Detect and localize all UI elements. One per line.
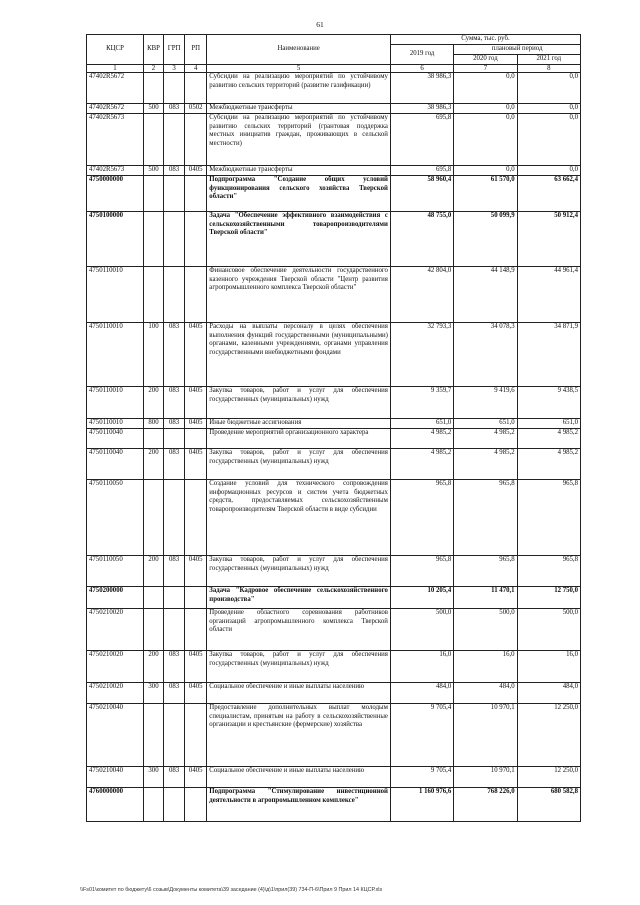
- row-amount-2021: 484,0: [517, 683, 580, 704]
- row-code: 4750210020: [87, 651, 144, 683]
- row-kvr: [143, 480, 163, 556]
- table-body: [87, 73, 581, 822]
- header-rp: РП: [185, 35, 207, 65]
- row-amount-2019: 9 705,4: [390, 704, 453, 767]
- row-amount-2020: 768 226,0: [454, 788, 517, 822]
- row-code: 47402R5673: [87, 166, 144, 176]
- row-rp: 0405: [185, 651, 207, 683]
- column-index: 2: [143, 65, 163, 73]
- row-rp: 0405: [185, 556, 207, 587]
- row-amount-2021: 0,0: [517, 166, 580, 176]
- table-row: [87, 683, 581, 704]
- row-kvr: [143, 609, 163, 651]
- row-code: 4750110040: [87, 429, 144, 449]
- row-grp: [164, 429, 185, 449]
- row-amount-2019: 48 755,0: [390, 212, 453, 267]
- row-code: 4750210040: [87, 704, 144, 767]
- row-rp: [185, 114, 207, 166]
- row-name: Подпрограмма "Стимулирование инвестиционной деятельности в агропромышленном комплексе": [207, 788, 391, 822]
- row-grp: 083: [164, 419, 185, 429]
- row-amount-2020: 10 970,1: [454, 704, 517, 767]
- table-row: [87, 449, 581, 480]
- row-amount-2019: 500,0: [390, 609, 453, 651]
- row-amount-2019: 695,8: [390, 114, 453, 166]
- row-grp: 083: [164, 651, 185, 683]
- row-name: Закупка товаров, работ и услуг для обеспечения государственных (муниципальных) нужд: [207, 651, 391, 683]
- header-2019: 2019 год: [390, 45, 453, 65]
- row-kvr: 100: [143, 323, 163, 387]
- row-amount-2020: 965,8: [454, 480, 517, 556]
- row-kvr: [143, 212, 163, 267]
- row-amount-2019: 695,8: [390, 166, 453, 176]
- row-name: Проведение областного соревнования работников организаций агропромышленного комплекса Тверской области: [207, 609, 391, 651]
- row-name: Субсидии на реализацию мероприятий по устойчивому развитию сельских территорий (развитие газификации): [207, 73, 391, 104]
- page-number: 61: [316, 20, 324, 29]
- row-kvr: 200: [143, 651, 163, 683]
- row-grp: [164, 73, 185, 104]
- row-amount-2021: 44 961,4: [517, 267, 580, 323]
- row-amount-2020: 965,8: [454, 556, 517, 587]
- column-index-row: [87, 65, 581, 73]
- row-rp: 0405: [185, 323, 207, 387]
- table-row: [87, 419, 581, 429]
- row-amount-2019: 38 986,3: [390, 73, 453, 104]
- row-kvr: [143, 114, 163, 166]
- row-amount-2021: 9 438,5: [517, 387, 580, 419]
- row-amount-2019: 58 960,4: [390, 176, 453, 212]
- row-rp: [185, 73, 207, 104]
- row-amount-2021: 4 985,2: [517, 449, 580, 480]
- row-kvr: [143, 267, 163, 323]
- row-kvr: 500: [143, 166, 163, 176]
- row-kvr: 800: [143, 419, 163, 429]
- row-grp: [164, 212, 185, 267]
- row-name: Расходы на выплаты персоналу в целях обеспечения выполнения функций государственными (муниципальными) органами, казенными учреждениями, органами управления государственными внебюджетными фондами: [207, 323, 391, 387]
- row-name: Межбюджетные трансферты: [207, 166, 391, 176]
- row-code: 4750110050: [87, 556, 144, 587]
- row-amount-2021: 680 582,8: [517, 788, 580, 822]
- row-grp: 083: [164, 166, 185, 176]
- row-amount-2020: 0,0: [454, 73, 517, 104]
- row-amount-2021: 34 871,9: [517, 323, 580, 387]
- row-amount-2020: 651,0: [454, 419, 517, 429]
- row-code: 4750000000: [87, 176, 144, 212]
- row-amount-2020: 500,0: [454, 609, 517, 651]
- row-amount-2019: 42 804,0: [390, 267, 453, 323]
- row-grp: [164, 788, 185, 822]
- row-code: 47402R5672: [87, 73, 144, 104]
- row-grp: [164, 176, 185, 212]
- row-name: Субсидии на реализацию мероприятий по устойчивому развитию сельских территорий (грантовая поддержка местных инициатив граждан, проживающих в сельской местности): [207, 114, 391, 166]
- row-code: 4750210020: [87, 683, 144, 704]
- row-name: Задача "Кадровое обеспечение сельскохозяйственного производства": [207, 587, 391, 609]
- row-rp: 0502: [185, 104, 207, 114]
- row-amount-2019: 651,0: [390, 419, 453, 429]
- row-rp: [185, 429, 207, 449]
- footer-file-path: \\Fs01\комитет по бюджету\6 созыв\Документы комитета\39 заседание (4)\д\1\прил(39) 734-П-6\Прил 9 Прил 14 КЦСР.xls: [80, 887, 383, 893]
- row-rp: 0405: [185, 767, 207, 788]
- row-amount-2019: 38 986,3: [390, 104, 453, 114]
- row-code: 4750200000: [87, 587, 144, 609]
- row-kvr: [143, 176, 163, 212]
- row-amount-2019: 965,8: [390, 556, 453, 587]
- row-name: Социальное обеспечение и иные выплаты населению: [207, 767, 391, 788]
- row-amount-2020: 34 078,3: [454, 323, 517, 387]
- table-row: [87, 166, 581, 176]
- table-row: [87, 104, 581, 114]
- row-amount-2019: 9 705,4: [390, 767, 453, 788]
- table-header: [87, 35, 581, 73]
- row-rp: [185, 480, 207, 556]
- row-name: Закупка товаров, работ и услуг для обеспечения государственных (муниципальных) нужд: [207, 556, 391, 587]
- row-grp: [164, 609, 185, 651]
- row-rp: [185, 267, 207, 323]
- row-amount-2021: 16,0: [517, 651, 580, 683]
- row-kvr: [143, 704, 163, 767]
- table-row: [87, 767, 581, 788]
- row-grp: [164, 267, 185, 323]
- column-index: 4: [185, 65, 207, 73]
- row-code: 4750110010: [87, 419, 144, 429]
- row-rp: 0405: [185, 419, 207, 429]
- row-amount-2019: 1 160 976,6: [390, 788, 453, 822]
- table-row: [87, 429, 581, 449]
- row-grp: 083: [164, 387, 185, 419]
- row-code: 4750110040: [87, 449, 144, 480]
- row-amount-2020: 16,0: [454, 651, 517, 683]
- row-amount-2021: 0,0: [517, 73, 580, 104]
- row-amount-2021: 651,0: [517, 419, 580, 429]
- row-code: 47402R5672: [87, 104, 144, 114]
- row-amount-2019: 965,8: [390, 480, 453, 556]
- row-amount-2019: 4 985,2: [390, 449, 453, 480]
- row-rp: 0405: [185, 166, 207, 176]
- header-code: КЦСР: [87, 35, 144, 65]
- header-grp: ГРП: [164, 35, 185, 65]
- budget-table: [86, 34, 581, 822]
- row-amount-2020: 9 419,6: [454, 387, 517, 419]
- row-name: Проведение мероприятий организационного характера: [207, 429, 391, 449]
- row-code: 4750110010: [87, 267, 144, 323]
- table-row: [87, 114, 581, 166]
- row-rp: [185, 704, 207, 767]
- header-2021: 2021 год: [517, 55, 580, 65]
- row-amount-2021: 12 250,0: [517, 767, 580, 788]
- table-row: [87, 651, 581, 683]
- table-row: [87, 267, 581, 323]
- row-amount-2021: 50 912,4: [517, 212, 580, 267]
- row-rp: [185, 788, 207, 822]
- column-index: 6: [390, 65, 453, 73]
- row-grp: [164, 114, 185, 166]
- row-amount-2021: 4 985,2: [517, 429, 580, 449]
- row-kvr: [143, 587, 163, 609]
- row-name: Закупка товаров, работ и услуг для обеспечения государственных (муниципальных) нужд: [207, 387, 391, 419]
- row-amount-2020: 0,0: [454, 114, 517, 166]
- row-amount-2021: 965,8: [517, 480, 580, 556]
- row-rp: [185, 609, 207, 651]
- row-amount-2021: 0,0: [517, 114, 580, 166]
- table-row: [87, 176, 581, 212]
- table-row: [87, 323, 581, 387]
- row-amount-2020: 10 970,1: [454, 767, 517, 788]
- row-amount-2021: 12 250,0: [517, 704, 580, 767]
- row-name: Подпрограмма "Создание общих условий функционирования сельского хозяйства Тверской области": [207, 176, 391, 212]
- column-index: 5: [207, 65, 391, 73]
- table-row: [87, 212, 581, 267]
- row-amount-2019: 10 205,4: [390, 587, 453, 609]
- row-amount-2020: 0,0: [454, 104, 517, 114]
- row-amount-2019: 484,0: [390, 683, 453, 704]
- row-amount-2019: 32 793,3: [390, 323, 453, 387]
- row-rp: [185, 212, 207, 267]
- row-kvr: [143, 73, 163, 104]
- table-row: [87, 556, 581, 587]
- row-name: Межбюджетные трансферты: [207, 104, 391, 114]
- row-kvr: [143, 429, 163, 449]
- table-row: [87, 788, 581, 822]
- row-amount-2019: 4 985,2: [390, 429, 453, 449]
- row-amount-2021: 12 750,0: [517, 587, 580, 609]
- row-grp: [164, 587, 185, 609]
- row-grp: 083: [164, 556, 185, 587]
- row-grp: 083: [164, 104, 185, 114]
- row-amount-2020: 0,0: [454, 166, 517, 176]
- row-amount-2019: 9 359,7: [390, 387, 453, 419]
- row-name: Финансовое обеспечение деятельности государственного казенного учреждения Тверской области "Центр развития агропромышленного комплекса Тверской области": [207, 267, 391, 323]
- row-kvr: 200: [143, 556, 163, 587]
- row-grp: 083: [164, 323, 185, 387]
- header-sum: Сумма, тыс. руб.: [390, 35, 580, 45]
- row-amount-2020: 484,0: [454, 683, 517, 704]
- row-code: 4750110010: [87, 387, 144, 419]
- row-amount-2019: 16,0: [390, 651, 453, 683]
- table-row: [87, 704, 581, 767]
- column-index: 3: [164, 65, 185, 73]
- row-code: 4760000000: [87, 788, 144, 822]
- row-name: Задача "Обеспечение эффективного взаимодействия с сельскохозяйственными товаропроизводителями Тверской области": [207, 212, 391, 267]
- row-amount-2021: 63 662,4: [517, 176, 580, 212]
- row-rp: 0405: [185, 683, 207, 704]
- table-row: [87, 587, 581, 609]
- row-kvr: 500: [143, 104, 163, 114]
- row-code: 4750110050: [87, 480, 144, 556]
- row-grp: [164, 480, 185, 556]
- row-grp: [164, 704, 185, 767]
- row-code: 4750110010: [87, 323, 144, 387]
- table-row: [87, 73, 581, 104]
- row-amount-2020: 11 470,1: [454, 587, 517, 609]
- row-kvr: [143, 788, 163, 822]
- table-row: [87, 387, 581, 419]
- row-amount-2020: 61 570,0: [454, 176, 517, 212]
- row-rp: 0405: [185, 387, 207, 419]
- row-name: Закупка товаров, работ и услуг для обеспечения государственных (муниципальных) нужд: [207, 449, 391, 480]
- header-planned-period: плановый период: [454, 45, 581, 55]
- row-name: Социальное обеспечение и иные выплаты населению: [207, 683, 391, 704]
- column-index: 7: [454, 65, 517, 73]
- row-amount-2020: 44 148,9: [454, 267, 517, 323]
- row-amount-2020: 4 985,2: [454, 449, 517, 480]
- row-kvr: 200: [143, 387, 163, 419]
- row-amount-2021: 500,0: [517, 609, 580, 651]
- row-code: 4750210020: [87, 609, 144, 651]
- row-rp: [185, 176, 207, 212]
- row-grp: 083: [164, 683, 185, 704]
- row-kvr: 300: [143, 767, 163, 788]
- table-row: [87, 609, 581, 651]
- row-name: Предоставление дополнительных выплат молодым специалистам, принятым на работу в сельскохозяйственные организации и крестьянские (фермерские) хозяйства: [207, 704, 391, 767]
- row-code: 4750100000: [87, 212, 144, 267]
- row-kvr: 200: [143, 449, 163, 480]
- row-amount-2021: 965,8: [517, 556, 580, 587]
- row-name: Иные бюджетные ассигнования: [207, 419, 391, 429]
- row-amount-2020: 4 985,2: [454, 429, 517, 449]
- row-rp: [185, 587, 207, 609]
- row-kvr: 300: [143, 683, 163, 704]
- row-grp: 083: [164, 767, 185, 788]
- row-code: 4750210040: [87, 767, 144, 788]
- row-code: 47402R5673: [87, 114, 144, 166]
- table-row: [87, 480, 581, 556]
- header-name: Наименование: [207, 35, 391, 65]
- row-amount-2020: 50 099,9: [454, 212, 517, 267]
- row-amount-2021: 0,0: [517, 104, 580, 114]
- column-index: 8: [517, 65, 580, 73]
- row-name: Создание условий для технического сопровождения информационных ресурсов и систем учета бюджетных средств, предоставляемых сельскохозяйственным товаропроизводителям Тверской области в виде субсидии: [207, 480, 391, 556]
- column-index: 1: [87, 65, 144, 73]
- row-rp: 0405: [185, 449, 207, 480]
- header-kvr: КВР: [143, 35, 163, 65]
- row-grp: 083: [164, 449, 185, 480]
- header-2020: 2020 год: [454, 55, 517, 65]
